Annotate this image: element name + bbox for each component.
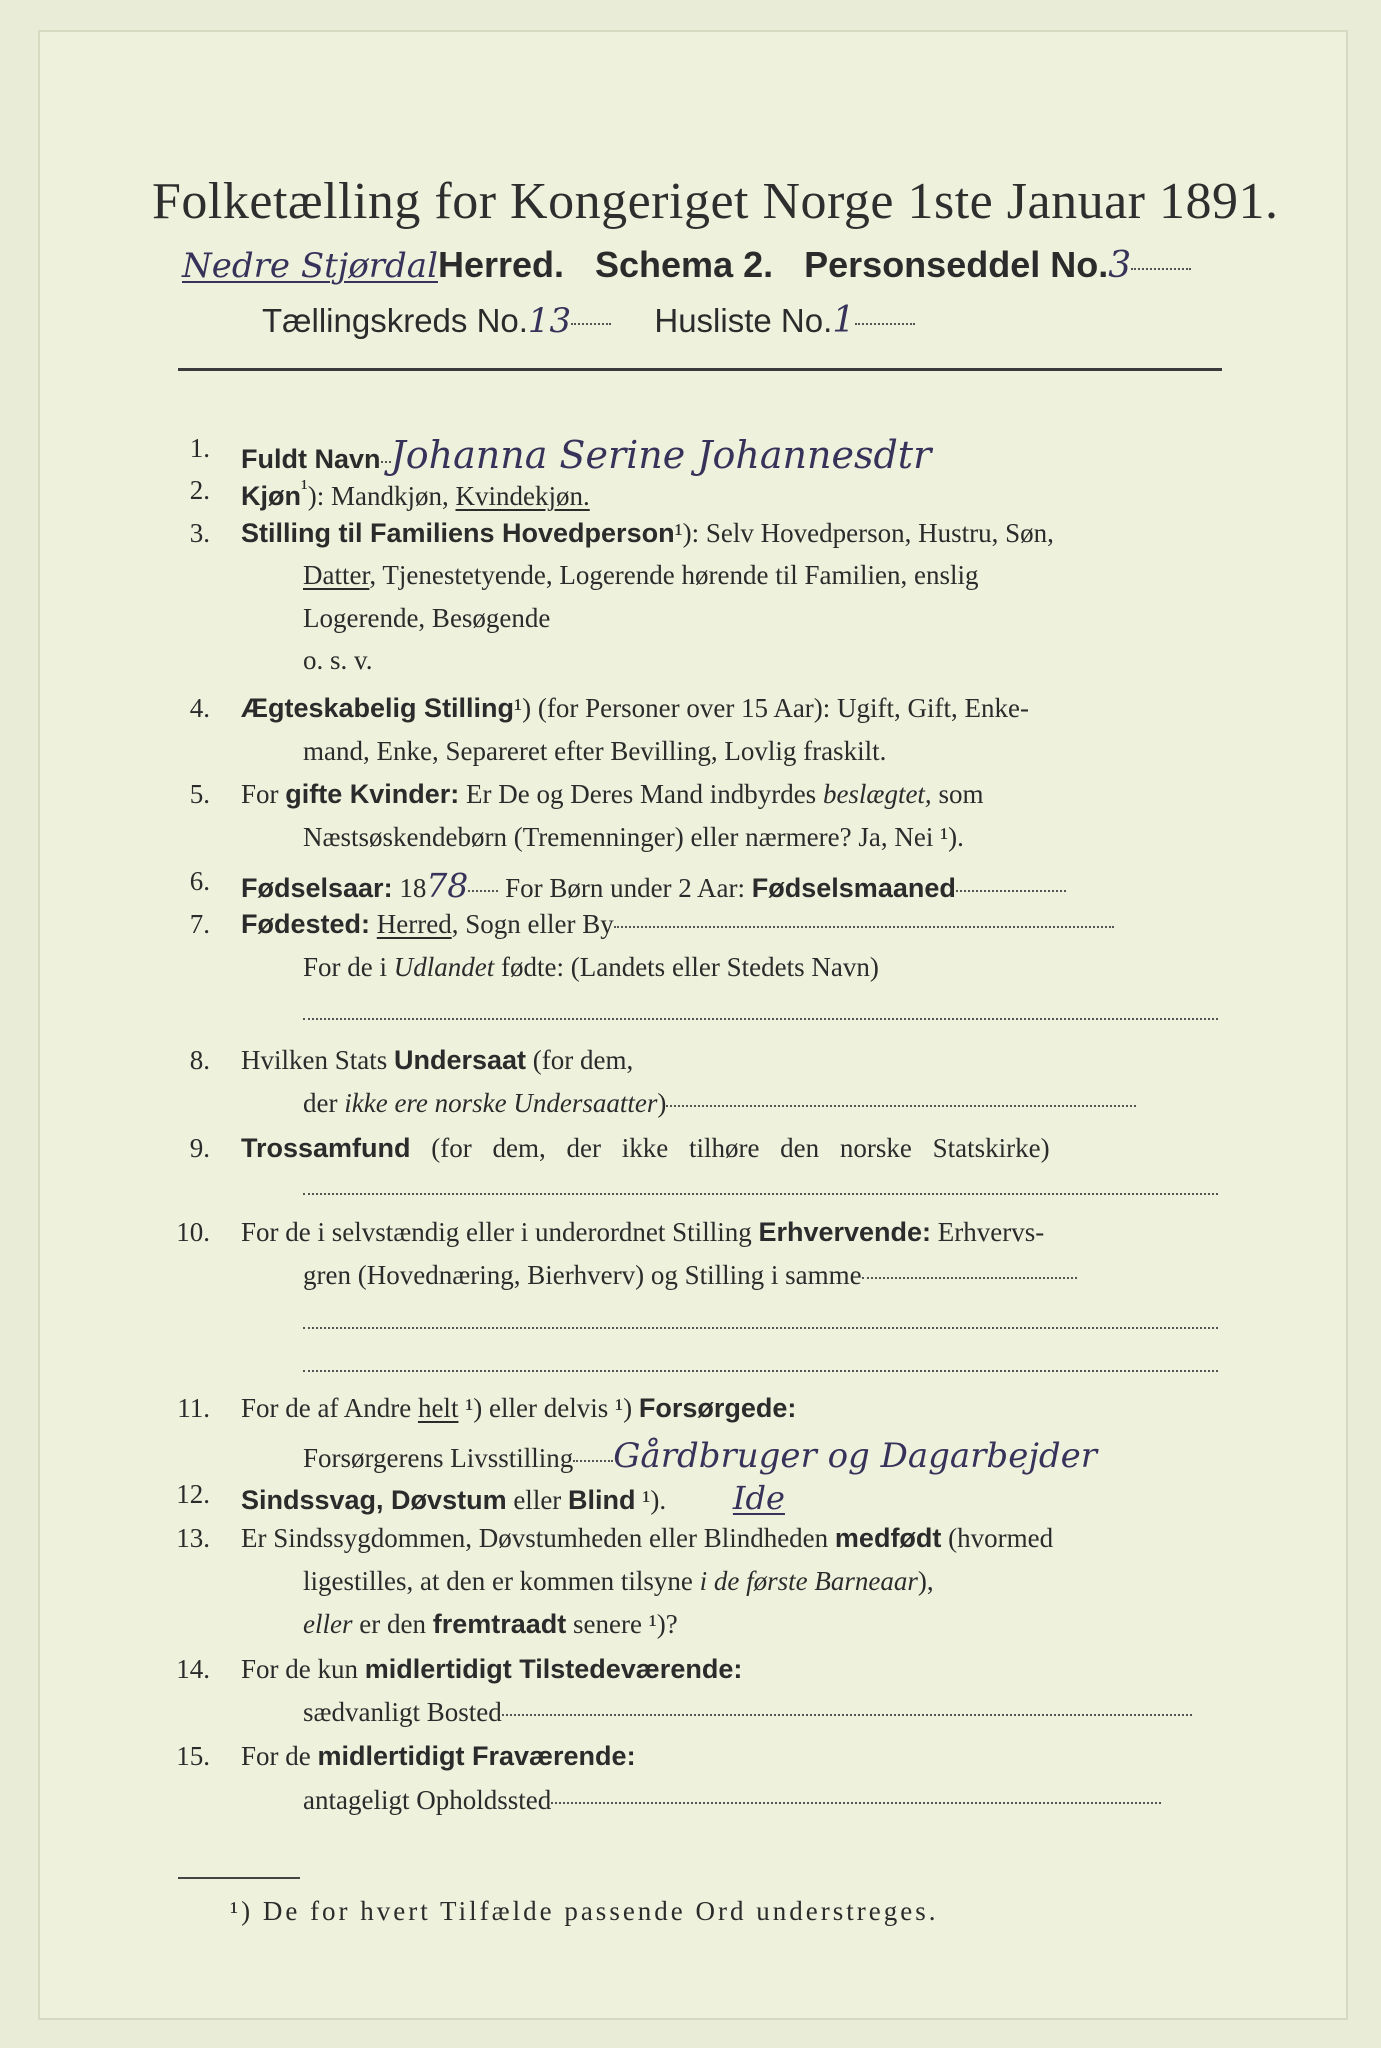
q5-label: gifte Kvinder:	[285, 779, 460, 809]
q10-number: 10.	[176, 1217, 210, 1247]
q8-line1: Hvilken Stats Undersaat (for dem,	[241, 1045, 634, 1075]
herred-value: Nedre Stjørdal	[182, 246, 438, 286]
personseddel-value: 3	[1108, 245, 1132, 286]
q8-number: 8.	[189, 1045, 210, 1075]
header-line-herred	[182, 244, 1191, 286]
q9-number: 9.	[189, 1133, 210, 1163]
q7-line2: For de i Udlandet fødte: (Landets eller Stedets Navn)	[303, 952, 879, 982]
q13-label: medfødt	[834, 1523, 942, 1553]
husliste-label: Husliste No.	[654, 302, 833, 339]
q4-line2: mand, Enke, Separeret efter Bevilling, Lovlig fraskilt.	[303, 736, 887, 766]
q15-line1: For de midlertidigt Fraværende:	[241, 1741, 636, 1771]
q14-number: 14.	[176, 1654, 210, 1684]
footnote: ¹) De for hvert Tilfælde passende Ord understreges.	[230, 1896, 939, 1926]
q1-line	[241, 433, 931, 477]
q7-line1: Fødested: Herred, Sogn eller By	[241, 909, 1114, 940]
q3-line1: Stilling til Familiens Hovedperson¹): Selv Hovedperson, Hustru, Søn,	[241, 518, 1054, 548]
q11-line1: For de af Andre helt ¹) eller delvis ¹) Forsørgede:	[241, 1393, 797, 1423]
q4-line1: Ægteskabelig Stilling¹) (for Personer over 15 Aar): Ugift, Gift, Enke-	[241, 693, 1029, 723]
q14-line2: sædvanligt Bosted	[303, 1697, 1192, 1728]
q10-label: Erhvervende:	[758, 1217, 932, 1247]
personseddel-label: Personseddel No.	[804, 244, 1109, 285]
q10-answer-line-2	[303, 1370, 1218, 1372]
q2-selected: Kvindekjøn.	[455, 481, 590, 511]
q3-label: Stilling til Familiens Hovedperson	[241, 518, 675, 548]
q3-line3: Logerende, Besøgende	[303, 603, 551, 633]
schema-label: Schema 2.	[595, 244, 774, 285]
q3-selected: Datter	[303, 560, 370, 590]
q15-number: 15.	[176, 1741, 210, 1771]
q7-label: Fødested:	[241, 909, 371, 939]
q9-label: Trossamfund	[241, 1133, 411, 1163]
q9-line: Trossamfund (for dem, der ikke tilhøre den norske Statskirke)	[241, 1133, 1050, 1163]
q1-number: 1.	[189, 433, 210, 463]
kreds-value: 13	[527, 301, 572, 341]
q11-value: Gårdbruger og Dagarbejder	[613, 1436, 1098, 1476]
q6-label: Fødselsaar:	[241, 873, 393, 903]
q5-line1: For gifte Kvinder: Er De og Deres Mand indbyrdes beslægtet, som	[241, 779, 984, 809]
q7-selected: Herred	[376, 909, 452, 939]
q6-number: 6.	[189, 866, 210, 896]
form-title: Folketælling for Kongeriget Norge 1ste Januar 1891.	[152, 173, 1279, 230]
q11-line2: Forsørgerens Livsstilling Gårdbruger og Dagarbejder	[303, 1436, 1098, 1476]
kreds-label: Tællingskreds No.	[262, 302, 528, 339]
q12-number: 12.	[176, 1479, 210, 1509]
q6-line: Fødselsaar: 1878 For Børn under 2 Aar: Fødselsmaaned	[241, 866, 1066, 905]
q12-value: Ide	[732, 1479, 785, 1517]
q12-line: Sindssvag, Døvstum eller Blind ¹). Ide	[241, 1479, 785, 1517]
q2-number: 2.	[189, 475, 210, 505]
q8-label: Undersaat	[394, 1045, 527, 1075]
q1-label: Fuldt Navn	[241, 444, 381, 474]
q5-number: 5.	[189, 779, 210, 809]
q9-answer-line	[303, 1193, 1218, 1195]
q3-number: 3.	[189, 518, 210, 548]
q3-line2: Datter, Tjenestetyende, Logerende hørende til Familien, enslig	[303, 560, 979, 590]
q10-line2: gren (Hovednæring, Bierhverv) og Stilling i samme	[303, 1260, 1077, 1291]
q7-number: 7.	[189, 909, 210, 939]
q15-label: midlertidigt Fraværende:	[317, 1741, 636, 1771]
q15-line2: antageligt Opholdssted	[303, 1785, 1161, 1816]
q8-line2: der ikke ere norske Undersaatter)	[303, 1088, 1136, 1119]
q4-number: 4.	[189, 693, 210, 723]
q7-answer-line	[303, 1018, 1218, 1020]
q13-line3: eller er den fremtraadt senere ¹)?	[303, 1609, 678, 1639]
q1-value: Johanna Serine Johannesdtr	[390, 433, 932, 477]
q13-number: 13.	[176, 1523, 210, 1553]
q3-line4: o. s. v.	[303, 645, 373, 675]
footnote-rule	[178, 1877, 300, 1879]
herred-label: Herred.	[437, 244, 565, 285]
q6-year-value: 78	[426, 866, 469, 905]
q10-answer-line-1	[303, 1327, 1218, 1329]
q5-line2: Næstsøskendebørn (Tremenninger) eller nærmere? Ja, Nei ¹).	[303, 822, 964, 852]
q11-label: Forsørgede:	[638, 1393, 797, 1423]
q13-line1: Er Sindssygdommen, Døvstumheden eller Blindheden medfødt (hvormed	[241, 1523, 1054, 1553]
q2-line: Kjøn$^{^1}$): Mandkjøn, Kvindekjøn.	[241, 475, 590, 511]
q10-line1: For de i selvstændig eller i underordnet Stilling Erhvervende: Erhvervs-	[241, 1217, 1045, 1247]
q12-label: Sindssvag, Døvstum	[241, 1485, 507, 1515]
q14-line1: For de kun midlertidigt Tilstedeværende:	[241, 1654, 743, 1684]
header-rule	[178, 368, 1222, 371]
header-line-kreds	[262, 300, 915, 341]
q11-number: 11.	[177, 1393, 210, 1423]
q11-selected: helt	[417, 1393, 459, 1423]
q14-label: midlertidigt Tilstedeværende:	[364, 1654, 743, 1684]
q4-label: Ægteskabelig Stilling	[241, 693, 515, 723]
q2-label: Kjøn	[241, 481, 301, 511]
husliste-value: 1	[832, 300, 856, 341]
q13-line2: ligestilles, at den er kommen tilsyne i de første Barneaar),	[303, 1566, 934, 1596]
